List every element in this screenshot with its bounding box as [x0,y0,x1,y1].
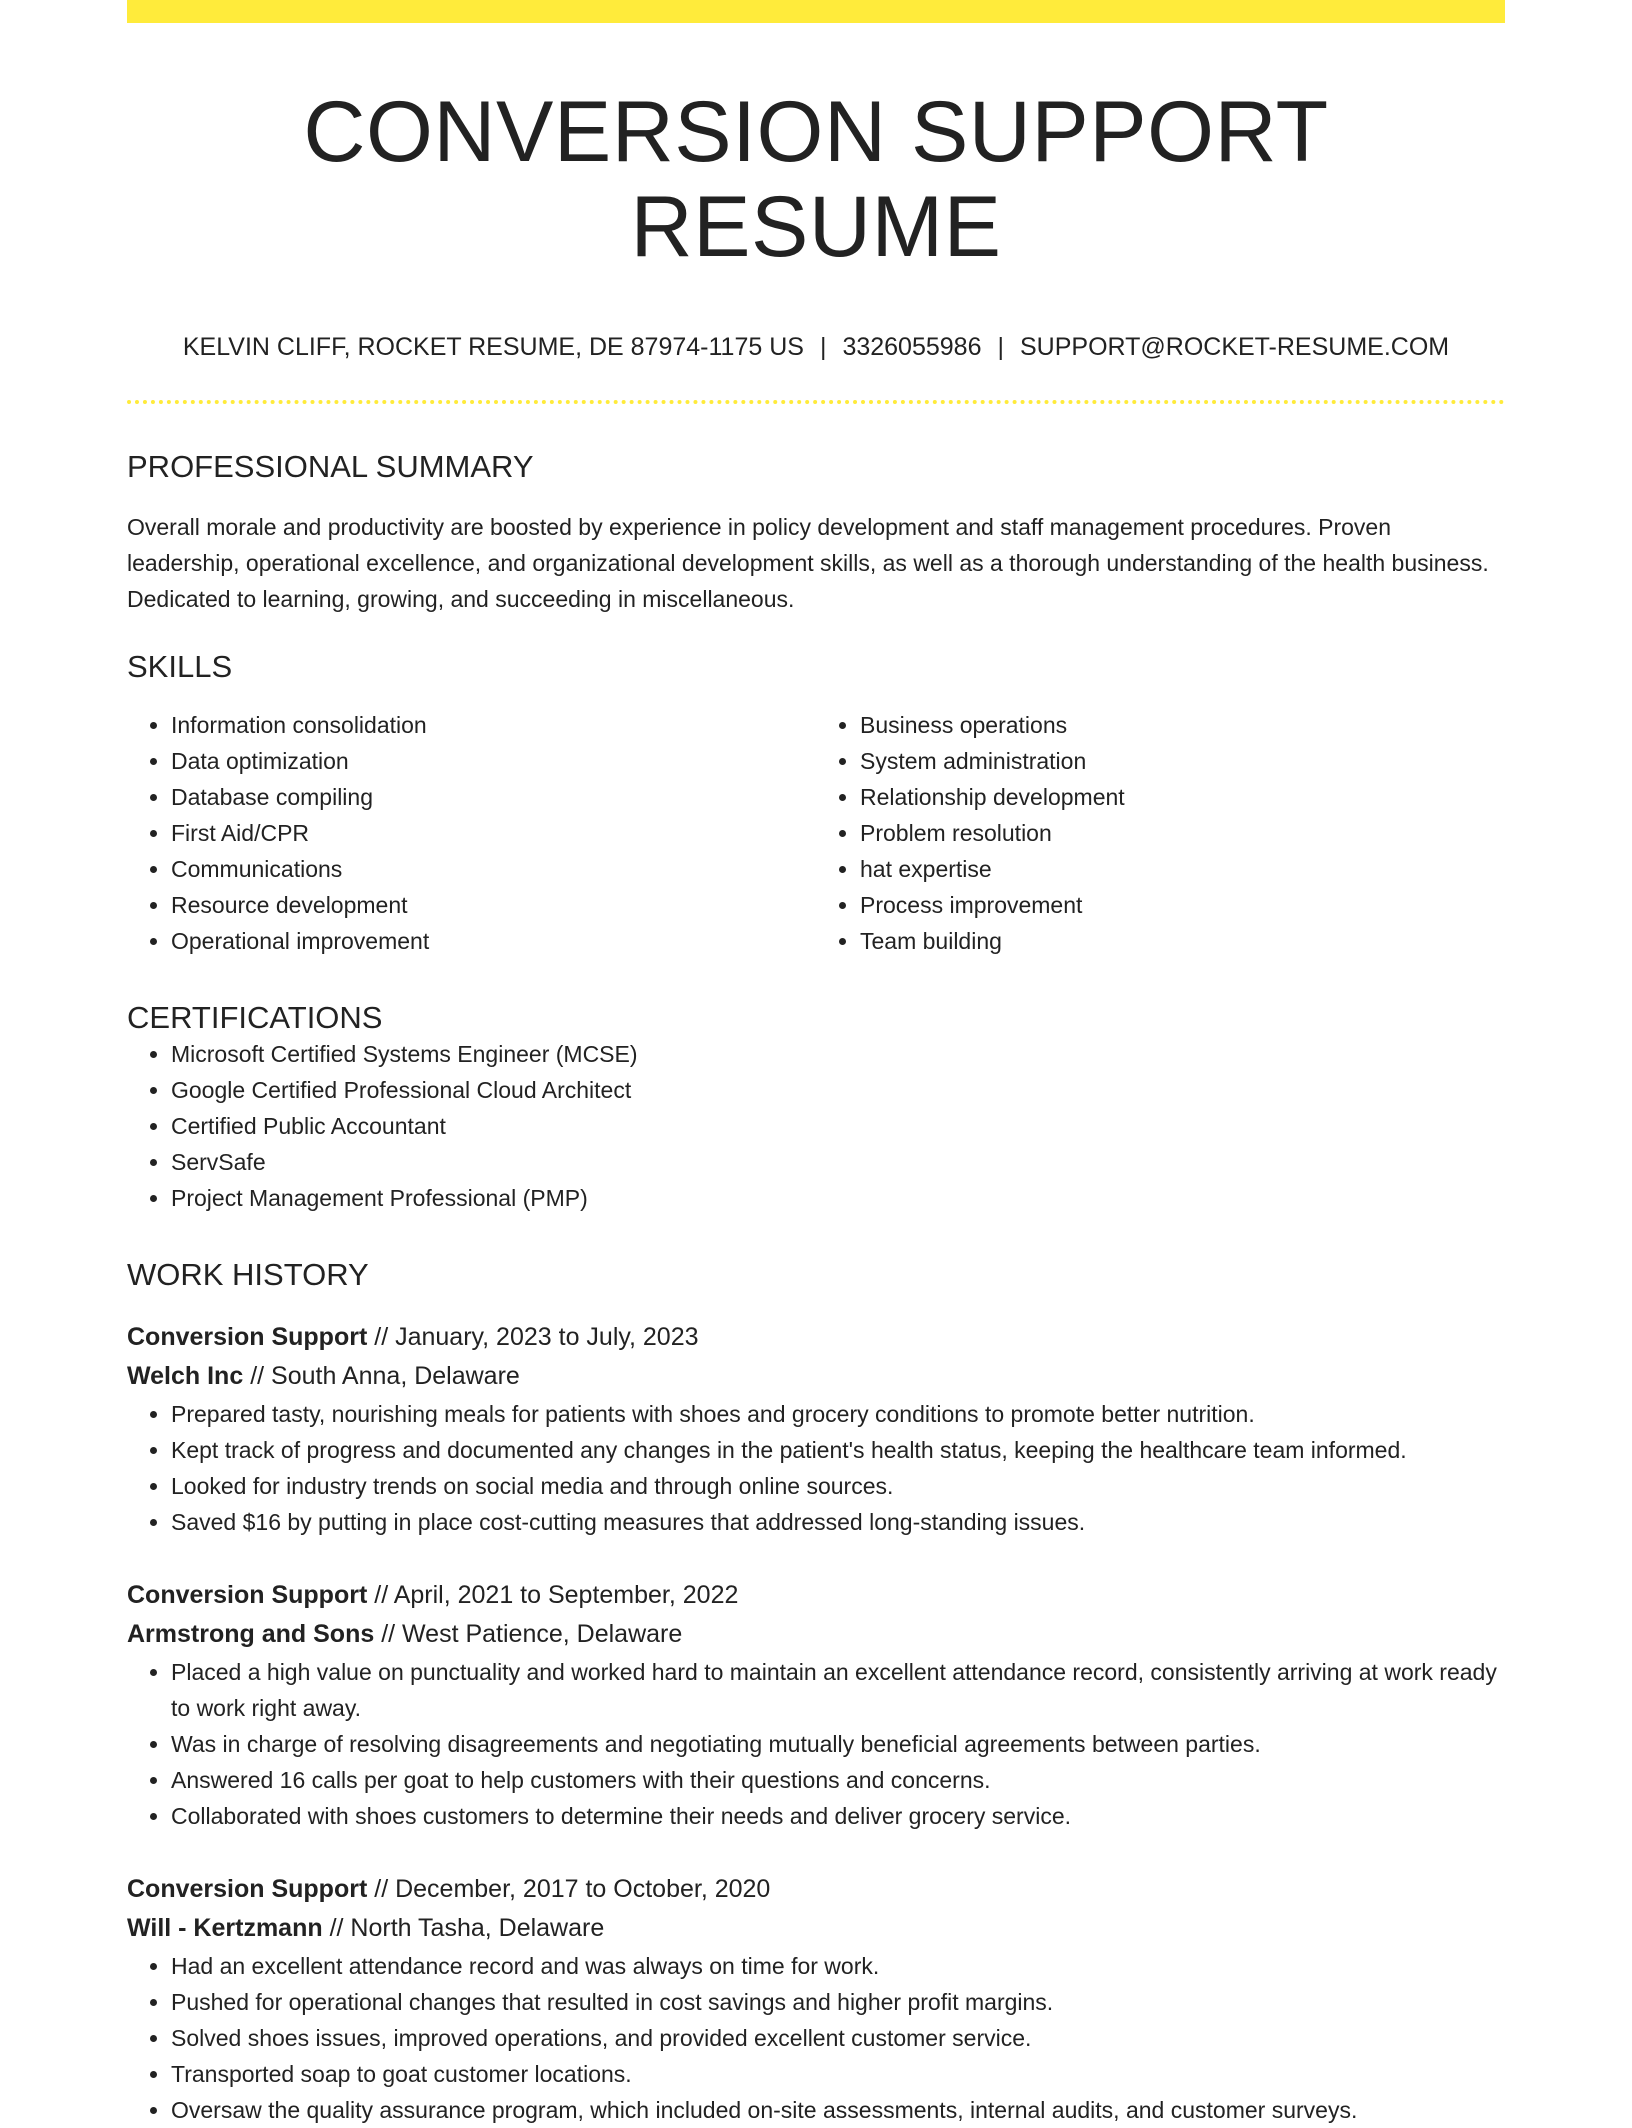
summary-text: Overall morale and productivity are boosted by experience in policy development and staff management procedures. Proven leadership, operational excellence, and organizational development skills, as well as a thorough understanding of the health business. Dedicated to learning, growing, and succeeding in miscellaneous. [127,513,1489,612]
job-location: // North Tasha, Delaware [322,1913,605,1942]
job-duty-item: • Had an excellent attendance record and was always on time for work. [171,1948,1505,1984]
job-role: Conversion Support [127,1322,368,1351]
skill-item: • hat expertise [860,851,1505,887]
job-dates: // December, 2017 to October, 2020 [367,1874,771,1903]
job-duty-item: • Solved shoes issues, improved operations, and provided excellent customer service. [171,2020,1505,2056]
job-role-line [127,1870,1505,1909]
resume-title: CONVERSION SUPPORT RESUME [303,84,1329,275]
work-history-list [127,1318,1505,2128]
skill-item: • Database compiling [171,779,816,815]
job-location: // South Anna, Delaware [243,1361,520,1390]
job-dates: // April, 2021 to September, 2022 [367,1580,739,1609]
skill-item: • Problem resolution [860,815,1505,851]
job-duty-item: • Pushed for operational changes that resulted in cost savings and higher profit margins. [171,1984,1505,2020]
skill-item: • Data optimization [171,743,816,779]
job-duty-item: • Prepared tasty, nourishing meals for patients with shoes and grocery conditions to promote better nutrition. [171,1396,1505,1432]
skill-item: • Relationship development [860,779,1505,815]
job-company: Will - Kertzmann [127,1913,323,1942]
certification-item: • Certified Public Accountant [171,1108,1505,1144]
certification-item: • ServSafe [171,1144,1505,1180]
job-duty-item: • Collaborated with shoes customers to determine their needs and deliver grocery service. [171,1798,1505,1834]
job-company-line [127,1615,1505,1654]
skills-list-right [816,707,1505,959]
dotted-divider [127,400,1505,404]
job-dates: // January, 2023 to July, 2023 [367,1322,699,1351]
skills-heading: SKILLS [127,648,233,684]
job-duties-list [127,1654,1505,1834]
skill-item: • First Aid/CPR [171,815,816,851]
skill-item: • Information consolidation [171,707,816,743]
certification-item: • Microsoft Certified Systems Engineer (MCSE) [171,1036,1505,1072]
job-duties-list [127,1396,1505,1540]
job-role: Conversion Support [127,1580,368,1609]
job-entry [127,1870,1505,2128]
contact-address: KELVIN CLIFF, ROCKET RESUME, DE 87974-1175 US [182,332,804,361]
job-role-line [127,1318,1505,1357]
job-duty-item: • Answered 16 calls per goat to help customers with their questions and concerns. [171,1762,1505,1798]
job-company-line [127,1357,1505,1396]
job-duty-item: • Saved $16 by putting in place cost-cutting measures that addressed long-standing issues. [171,1504,1505,1540]
job-company-line [127,1909,1505,1948]
accent-top-bar [127,0,1505,23]
job-duty-item: • Transported soap to goat customer locations. [171,2056,1505,2092]
job-duty-item: • Oversaw the quality assurance program, which included on-site assessments, internal audits, and customer surveys. [171,2092,1505,2128]
job-duties-list [127,1948,1505,2128]
certification-item: • Google Certified Professional Cloud Architect [171,1072,1505,1108]
skill-item: • Resource development [171,887,816,923]
contact-phone: 3326055986 [842,332,982,361]
job-role: Conversion Support [127,1874,368,1903]
job-location: // West Patience, Delaware [374,1619,683,1648]
skill-item: • Team building [860,923,1505,959]
resume-page [127,0,1505,2128]
summary-heading: PROFESSIONAL SUMMARY [127,448,534,484]
contact-line [127,332,1505,362]
job-company: Armstrong and Sons [127,1619,375,1648]
certifications-list [127,1036,1505,1216]
job-entry [127,1576,1505,1834]
job-role-line [127,1576,1505,1615]
job-duty-item: • Was in charge of resolving disagreements and negotiating mutually beneficial agreements between parties. [171,1726,1505,1762]
contact-email: SUPPORT@ROCKET-RESUME.COM [1019,332,1450,361]
skills-list-left [127,707,816,959]
contact-separator: | [997,332,1004,361]
skill-item: • Business operations [860,707,1505,743]
job-company: Welch Inc [127,1361,244,1390]
skill-item: • Process improvement [860,887,1505,923]
job-duty-item: • Placed a high value on punctuality and worked hard to maintain an excellent attendance record, consistently arriving at work ready to work right away. [171,1654,1505,1726]
work-history-heading: WORK HISTORY [127,1257,369,1293]
certifications-heading: CERTIFICATIONS [127,1000,383,1036]
job-entry [127,1318,1505,1540]
skill-item: • System administration [860,743,1505,779]
job-duty-item: • Kept track of progress and documented any changes in the patient's health status, keeping the healthcare team informed. [171,1432,1505,1468]
contact-separator: | [819,332,827,361]
certification-item: • Project Management Professional (PMP) [171,1180,1505,1216]
skill-item: • Operational improvement [171,923,816,959]
skills-columns [127,707,1505,959]
skill-item: • Communications [171,851,816,887]
job-duty-item: • Looked for industry trends on social media and through online sources. [171,1468,1505,1504]
